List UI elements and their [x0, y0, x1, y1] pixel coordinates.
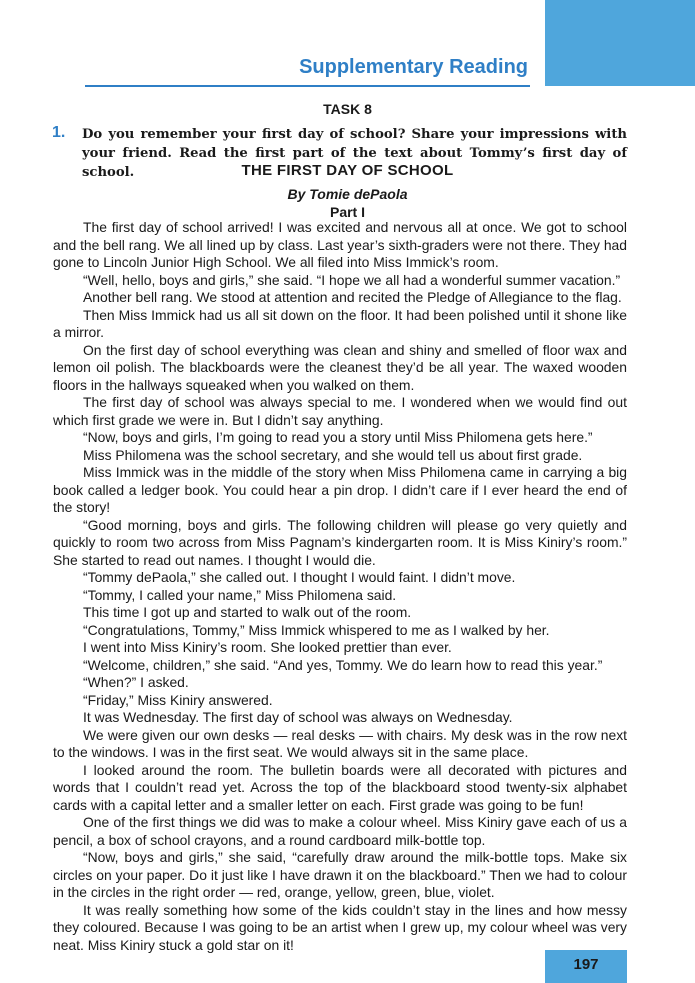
story-paragraph: Another bell rang. We stood at attention and recited the Pledge of Allegiance to the flag.: [83, 289, 622, 305]
task-instruction: Do you remember your first day of school? Share your impressions with your friend. Read the first part of the text about Tommy’s first day of school.: [82, 127, 627, 180]
story-author: By Tomie dePaola: [287, 186, 408, 202]
story-paragraph: I went into Miss Kiniry’s room. She looked prettier than ever.: [83, 639, 452, 655]
story-paragraph: The first day of school was always special to me. I wondered when we would find out which first grade we were in. But I didn’t say anything.: [53, 394, 627, 428]
story-paragraph: Miss Immick was in the middle of the story when Miss Philomena came in carrying a big book called a ledger book. You could hear a pin drop. I didn’t care if I ever heard the end of the story!: [53, 464, 627, 515]
section-title: Supplementary Reading: [299, 56, 528, 78]
story-paragraph: “Now, boys and girls,” she said, “carefully draw around the milk-bottle tops. Make six circles on your paper. Do it just like I have drawn it on the blackboard.” Then we had to colour in the circles in the right order — red, orange, yellow, green, blue, violet.: [53, 849, 627, 900]
story-paragraph: It was really something how some of the kids couldn’t stay in the lines and how messy they coloured. Because I was going to be an artist when I grew up, my colour wheel was very neat. Miss Kiniry stuck a gold star on it!: [53, 901, 627, 953]
story-paragraph: “Well, hello, boys and girls,” she said. “I hope we all had a wonderful summer vacation.”: [83, 271, 621, 288]
story-paragraph: “Good morning, boys and girls. The following children will please go very quietly and quickly to room two across from Miss Pagnam’s kindergarten room. It is Miss Kiniry’s room.” She started to read out names. I thought I would die.: [53, 516, 627, 568]
story-paragraph: “Friday,” Miss Kiniry answered.: [83, 691, 273, 708]
corner-accent-block: [545, 0, 695, 86]
story-paragraph: I looked around the room. The bulletin boards were all decorated with pictures and words that I couldn’t read yet. Across the top of the blackboard stood twenty-six alphabet cards with a capital letter and a smaller letter on each. First grade was going to be fun!: [53, 761, 627, 813]
story-paragraph: “Tommy dePaola,” she called out. I thought I would faint. I didn’t move.: [83, 569, 516, 585]
story-paragraph: One of the first things we did was to make a colour wheel. Miss Kiniry gave each of us a pencil, a box of school crayons, and a round cardboard milk-bottle top.: [53, 814, 627, 848]
story-body: [53, 219, 627, 954]
header-divider: [85, 85, 530, 87]
story-part-heading: Part I: [329, 204, 365, 220]
story-title: THE FIRST DAY OF SCHOOL: [241, 162, 454, 179]
page-number: 197: [573, 956, 599, 973]
story-paragraph: Then Miss Immick had us all sit down on the floor. It had been polished until it shone like a mirror.: [53, 306, 627, 340]
story-paragraph: Miss Philomena was the school secretary, and she would tell us about first grade.: [83, 446, 583, 463]
story-paragraph: “Welcome, children,” she said. “And yes, Tommy. We do learn how to read this year.”: [83, 656, 603, 673]
task-label: TASK 8: [323, 101, 372, 117]
story-paragraph: The first day of school arrived! I was excited and nervous all at once. We got to school and the bell rang. We all lined up by class. Last year’s sixth-graders were not there. They had gone to Lincoln Junior High School. We all filed into Miss Immick’s room.: [53, 219, 627, 270]
story-paragraph: We were given our own desks — real desks — with chairs. My desk was in the row next to the windows. I was in the first seat. We would always sit in the same place.: [53, 726, 627, 760]
story-paragraph: On the first day of school everything was clean and shiny and smelled of floor wax and lemon oil polish. The blackboards were the cleanest they’d be all year. The waxed wooden floors in the hallways squeaked when you walked on them.: [53, 341, 627, 393]
story-paragraph: This time I got up and started to walk out of the room.: [83, 604, 412, 620]
story-paragraph: It was Wednesday. The first day of school was always on Wednesday.: [83, 709, 513, 725]
story-paragraph: “Now, boys and girls, I’m going to read you a story until Miss Philomena gets here.”: [83, 429, 593, 445]
story-paragraph: “Congratulations, Tommy,” Miss Immick whispered to me as I walked by her.: [83, 621, 550, 638]
page-number-box: [545, 950, 627, 983]
task-number: 1.: [52, 124, 66, 141]
story-paragraph: “When?” I asked.: [83, 674, 189, 690]
story-paragraph: “Tommy, I called your name,” Miss Philomena said.: [83, 586, 397, 603]
